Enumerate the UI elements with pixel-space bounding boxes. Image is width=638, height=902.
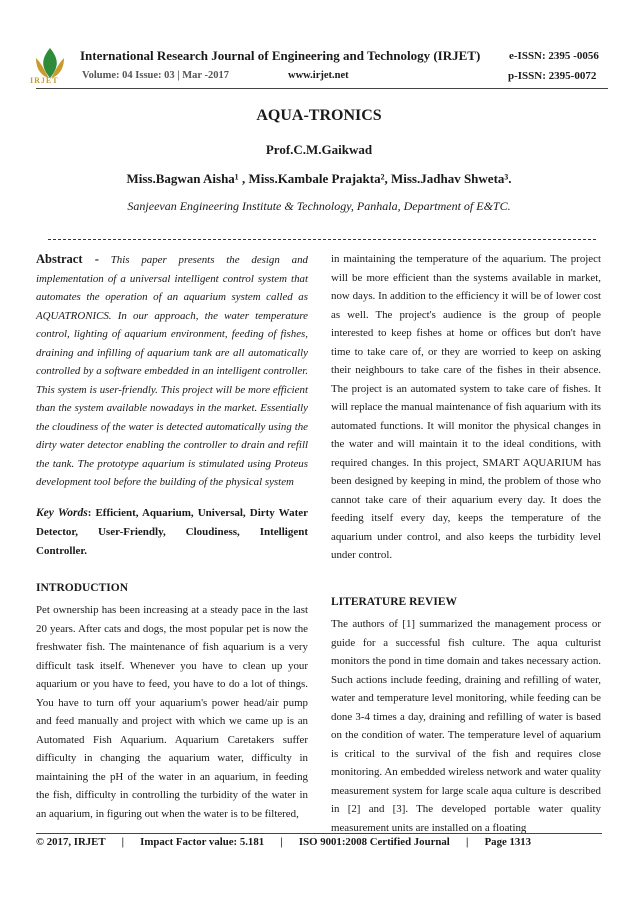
footer-iso: ISO 9001:2008 Certified Journal xyxy=(298,836,450,848)
footer-rule xyxy=(36,833,602,834)
volume-issue: Volume: 04 Issue: 03 | Mar -2017 xyxy=(82,70,229,81)
intro-continued: in maintaining the temperature of the aquarium. The project will be more efficient than the systems available in market, now days. In addition to the efficiency it will be of lower cost as well. The project's audience is the group of people interested to keep fishes at home or offices but don't have time to take care of, or they are worried to keep on asking their neighbours to take care of the fishes in their absence. The project is an automated system to take care of fishes. It will replace the manual maintenance of fish aquarium with its automated functions. It will monitor the physical changes in the water and will maintain it to the ideal conditions, with required changes. In this project, SMART AQUARIUM has been designed by keeping in mind, the problem of those who cannot take care of their aquarium every day. It does the feeding itself every day, keeps the temperature of the aquarium under control, and also keeps the turbidity level under control. xyxy=(331,253,601,561)
journal-name: International Research Journal of Engineering and Technology (IRJET) xyxy=(80,48,481,63)
p-issn: p-ISSN: 2395-0072 xyxy=(508,70,597,82)
paper-students: Miss.Bagwan Aisha¹ , Miss.Kambale Prajakta², Miss.Jadhav Shweta³. xyxy=(126,171,512,186)
website: www.irjet.net xyxy=(288,70,349,81)
header-rule xyxy=(36,88,608,89)
abstract xyxy=(36,250,308,492)
intro-heading: INTRODUCTION xyxy=(36,581,129,594)
dashed-divider xyxy=(48,239,596,240)
right-column xyxy=(331,250,601,837)
paper-author: Prof.C.M.Gaikwad xyxy=(265,142,373,157)
footer-page: Page 1313 xyxy=(484,836,532,848)
footer-sep: | xyxy=(280,836,283,848)
lit-heading: LITERATURE REVIEW xyxy=(331,595,457,608)
intro-text: Pet ownership has been increasing at a steady pace in the last 20 years. After cats and dogs, the most popular pet is now the freshwater fish. The maintenance of fish aquarium is a very difficult task itself. Whenever you have to clean up your aquarium or you have to feed, you have to do a lot of things. You have to turn off your aquarium's power head/air pump and feed manually and project with which we came up is an Automated Fish Aquarium. Aquarium Caretakers suffer difficulty in changing the aquarium water, difficulty in maintaining the pH of the water in an aquarium, in feeding the fish, difficulty in controlling the turbidity of the water in an aquarium, in figuring out when the water is to be filtered, xyxy=(36,604,308,820)
footer-copyright: © 2017, IRJET xyxy=(36,836,106,848)
footer-sep: | xyxy=(121,836,124,848)
page-footer xyxy=(36,836,531,848)
paper-title: AQUA-TRONICS xyxy=(256,107,382,124)
logo-text: IRJET xyxy=(30,76,59,85)
keywords-heading: Key Words xyxy=(36,506,88,519)
paper-institution: Sanjeevan Engineering Institute & Technology, Panhala, Department of E&TC. xyxy=(127,199,511,213)
journal-header xyxy=(0,0,638,96)
abstract-heading: Abstract - xyxy=(36,252,99,266)
lit-text: The authors of [1] summarized the management process or guide for a successful fish culture. The aqua culturist monitors the pond in time domain and takes necessary action. Such actions include feeding, draining and refilling of water, water and temperature level monitoring, while feeding can be done 3-4 times a day, draining and refilling of water is based on the condition of water. The temperature level of aquarium is critical to the survival of the fish and requires close monitoring. An embedded wireless network and water quality measurement system for large scale aqua culture is described in [2] and [3]. The developed portable water quality measurement units are installed on a floating xyxy=(331,618,601,834)
footer-impact: Impact Factor value: 5.181 xyxy=(140,836,265,848)
footer-sep: | xyxy=(465,836,469,848)
keywords-text: : Efficient, Aquarium, Universal, Dirty Water Detector, User-Friendly, Cloudiness, Intelligent Controller. xyxy=(36,506,308,557)
left-column xyxy=(36,250,308,823)
abstract-text: This paper presents the design and implementation of a universal intelligent control system that automates the operation of an aquarium system called as AQUATRONICS. In our approach, the water temperature control, lighting of aquarium environment, feeding of fishes, draining and infilling of aquarium tank are all automatically controlled by a software embedded in an intelligent controller. This system is user-friendly. This project will be more efficient than the system available nowadays in the market. Essentially the cloudiness of the water is detected automatically using the dirty water detector enabling the controller to drain and refill the tank. The prototype aquarium is stimulated using Proteus development tool before the building of the physical system xyxy=(36,254,308,488)
keywords xyxy=(36,504,308,561)
e-issn: e-ISSN: 2395 -0056 xyxy=(509,50,599,62)
